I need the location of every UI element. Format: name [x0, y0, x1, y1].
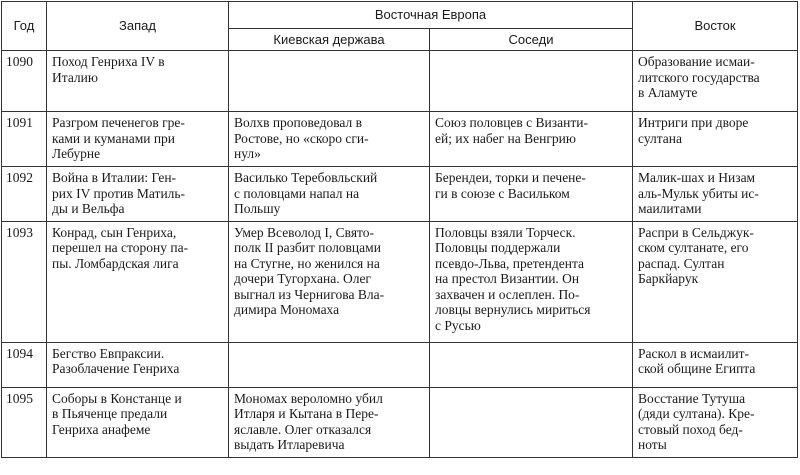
cell-kiev	[229, 51, 430, 112]
cell-neighbors	[430, 167, 633, 222]
cell-line: Берендеи, торки и печене-	[435, 170, 586, 185]
cell-west	[47, 167, 229, 222]
cell-line: захвачен и ослеплен. По-	[435, 286, 580, 302]
cell-neighbors	[430, 112, 633, 167]
cell-line: Умер Всеволод I, Свято-	[234, 224, 375, 240]
cell-line: Волхв проповедовал в	[234, 115, 363, 130]
cell-line: Малик-шах и Низам	[638, 170, 756, 185]
cell-line: Война в Италии: Ген-	[52, 170, 177, 185]
cell-line: Конрад, сын Генриха,	[52, 224, 177, 240]
cell-east	[633, 112, 798, 167]
table-row	[2, 167, 798, 222]
header-kiev: Киевская держава	[229, 29, 430, 51]
cell-line: перешел на сторону па-	[52, 240, 189, 255]
cell-east	[633, 51, 798, 112]
cell-line: Половцы взяли Торческ.	[435, 224, 576, 240]
table-row	[2, 387, 798, 457]
cell-year: 1091	[2, 112, 47, 167]
cell-line: Лебурне	[52, 146, 101, 161]
cell-line: Генриха анафеме	[52, 421, 151, 437]
header-year: Год	[2, 2, 47, 51]
cell-line: Василько Теребовльский	[234, 170, 378, 185]
cell-kiev	[229, 221, 430, 342]
cell-line: Распри в Сельджук-	[638, 224, 754, 240]
cell-neighbors	[430, 221, 633, 342]
table-body	[2, 51, 798, 458]
cell-west	[47, 112, 229, 167]
cell-year: 1094	[2, 342, 47, 387]
cell-line: димира Мономаха	[234, 302, 340, 317]
cell-line: Разоблачение Генриха	[52, 361, 180, 376]
cell-line: дочери Тугорхана. Олег	[234, 271, 371, 286]
cell-line: Раскол в исмаилит-	[638, 345, 750, 361]
cell-line: Бегство Евпраксии.	[52, 345, 165, 361]
header-east-europe: Восточная Европа	[229, 2, 633, 29]
table-row	[2, 112, 798, 167]
cell-east	[633, 221, 798, 342]
cell-line: на престол Византии. Он	[435, 271, 580, 286]
cell-line: аль-Мульк убиты ис-	[638, 185, 759, 201]
cell-line: Восстание Тутуша	[638, 390, 746, 406]
cell-line: нул»	[234, 146, 261, 161]
table-row	[2, 51, 798, 112]
cell-line: ды и Вельфа	[52, 201, 125, 216]
cell-west	[47, 51, 229, 112]
chronology-table	[1, 1, 798, 458]
header-neighbors: Соседи	[430, 29, 633, 51]
cell-line: выгнал из Чернигова Вла-	[234, 286, 385, 302]
cell-line: выдать Итларевича	[234, 437, 345, 452]
cell-line: в Аламуте	[638, 85, 698, 100]
cell-line: литского государства	[638, 69, 760, 85]
cell-kiev	[229, 387, 430, 457]
table-header	[2, 2, 798, 51]
cell-year: 1092	[2, 167, 47, 222]
cell-east	[633, 167, 798, 222]
cell-line: Союз половцев с Византи-	[435, 115, 588, 130]
header-west: Запад	[47, 2, 229, 51]
cell-line: маилитами	[638, 201, 702, 216]
cell-kiev	[229, 167, 430, 222]
cell-line: с Русью	[435, 317, 481, 333]
cell-line: ском султанате, его	[638, 240, 749, 255]
table-row	[2, 342, 798, 387]
cell-line: Италию	[52, 69, 98, 85]
cell-line: на Стугне, но женился на	[234, 255, 380, 271]
cell-line: ги в союзе с Васильком	[435, 185, 570, 201]
cell-line: стовый поход бед-	[638, 421, 743, 437]
cell-line: Половцы поддержали	[435, 240, 561, 255]
cell-line: псевдо-Льва, претендента	[435, 255, 585, 271]
cell-line: Мономах вероломно убил	[234, 390, 383, 406]
cell-line: в Пьяченце предали	[52, 406, 168, 421]
cell-west	[47, 342, 229, 387]
cell-neighbors	[430, 342, 633, 387]
cell-line: ноты	[638, 437, 667, 452]
cell-west	[47, 387, 229, 457]
cell-east	[633, 342, 798, 387]
cell-line: ловцы вернулись мириться	[435, 302, 591, 317]
cell-neighbors	[430, 51, 633, 112]
cell-line: рих IV против Матиль-	[52, 185, 186, 201]
cell-line: яславле. Олег отказался	[234, 421, 372, 437]
cell-year: 1090	[2, 51, 47, 112]
cell-east	[633, 387, 798, 457]
cell-line: полк II разбит половцами	[234, 240, 381, 255]
cell-line: распад. Султан	[638, 255, 725, 271]
cell-line: (дяди султана). Кре-	[638, 406, 755, 421]
cell-line: Поход Генриха IV в	[52, 54, 165, 69]
cell-neighbors	[430, 387, 633, 457]
header-east: Восток	[633, 2, 798, 51]
cell-line: Соборы в Констанце и	[52, 390, 182, 406]
cell-kiev	[229, 342, 430, 387]
cell-line: ской общине Египта	[638, 361, 756, 376]
cell-year: 1095	[2, 387, 47, 457]
cell-year: 1093	[2, 221, 47, 342]
cell-line: Польшу	[234, 201, 281, 216]
cell-west	[47, 221, 229, 342]
cell-line: Интриги при дворе	[638, 115, 749, 130]
cell-kiev	[229, 112, 430, 167]
cell-line: ей; их набег на Венгрию	[435, 130, 576, 146]
table-row	[2, 221, 798, 342]
cell-line: Образование исмаи-	[638, 54, 755, 69]
cell-line: пы. Ломбардская лига	[52, 255, 179, 271]
cell-line: Ростове, но «скоро сги-	[234, 130, 369, 146]
cell-line: Баркйарук	[638, 271, 699, 286]
cell-line: Итларя и Кытана в Пере-	[234, 406, 379, 421]
cell-line: Разгром печенегов гре-	[52, 115, 185, 130]
cell-line: султана	[638, 130, 682, 146]
cell-line: с половцами напал на	[234, 185, 360, 201]
cell-line: ками и куманами при	[52, 130, 176, 146]
